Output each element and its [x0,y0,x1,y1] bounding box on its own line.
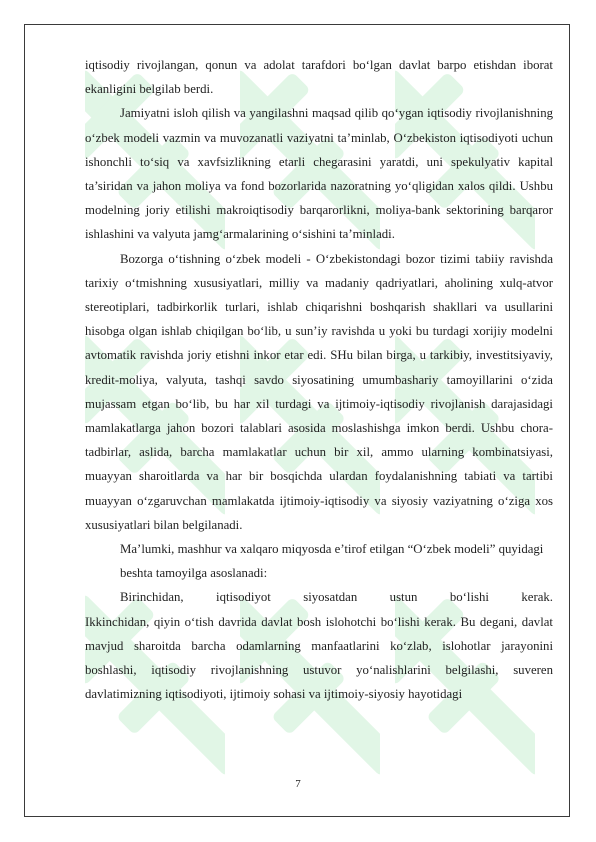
paragraph-uzbek-model-stability: Jamiyatni isloh qilish va yangilashni maqsad qilib qo‘ygan iqtisodiy rivojlanishning o‘zbek modeli vazmin va muvozanatli vaziyatni ta’minlab, O‘zbekiston iqtisodiyoti uchun ishonchli to‘siq va xavfsizlikning etarli chegarasini yaratdi, uni spekulyativ kapital ta’siridan va jahon moliya va fond bozorlarida nazoratning yo‘qligidan xalos qildi. Ushbu modelning joriy etilishi makroiqtisodiy barqarorlikni, moliya-bank sektorining barqaror ishlashini va valyuta jamg‘armalarining o‘sishini ta’minladi. [85,106,553,242]
page-number: 7 [295,778,301,790]
paragraph-uzbek-model-intro: Ma’lumki, mashhur va xalqaro miqyosda e’tirof etilgan “O‘zbek modeli” quyidagi [120,542,544,557]
paragraph-second-principle: Ikkinchidan, qiyin o‘tish davrida davlat bosh islohotchi bo‘lishi kerak. Bu degani, davlat mavjud sharoitda barcha odamlarning manfaatlarini ko‘zlab, islohotlar jarayonini boshlashi, iqtisodiy rivojlanishning ustuvor yo‘nalishlarini belgilashi, suveren davlatimizning iqtisodiyoti, ijtimoiy sohasi va ijtimoiy-siyosiy hayotidagi [85,614,553,702]
paragraph-market-transition: Bozorga o‘tishning o‘zbek modeli - O‘zbekistondagi bozor tizimi tabiiy ravishda tarixiy o‘tmishning xususiyatlari, milliy va madaniy qadriyatlari, aholining xulq-atvor stereotiplari, tadbirkorlik turlari, ishlab chiqarishni boshqarish shakllari va usullarini hisobga olgan ishlab chiqilgan bo‘lib, u sun’iy ravishda u yoki bu turdagi xorijiy modelni avtomatik ravishda joriy etishni inkor etar edi. SHu bilan birga, u tarkibiy, investitsiyaviy, kredit-moliya, valyuta, tashqi savdo siyosatining umumbashariy tamoyillarini o‘zida mujassam etgan bo‘lib, bu har xil turdagi va ijtimoiy-iqtisodiy rivojlanish darajasidagi mamlakatlarga jahon bozori talablari asosida moslashishga imkon berdi. Ushbu chora-tadbirlar, aslida, barcha mamlakatlar uchun bir xil, ammo ularning kombinatsiyasi, muayyan sharoitlarda va har bir bosqichda ulardan foydalanishning tabiati va tartibi muayyan o‘zgaruvchan mamlakatda ijtimoiy-iqtisodiy va siyosiy vaziyatning o‘ziga xos xususiyatlari bilan belgilanadi. [85,251,553,532]
paragraph-five-principles: beshta tamoyilga asoslanadi: [120,566,268,581]
paragraph-first-principle: Birinchidan, iqtisodiyot siyosatdan ustun bo‘lishi kerak. [120,590,553,605]
body-text [85,53,553,706]
paragraph-continuation: iqtisodiy rivojlangan, qonun va adolat tarafdori bo‘lgan davlat barpo etishdan iborat ekanligini belgilab berdi. [85,58,553,97]
